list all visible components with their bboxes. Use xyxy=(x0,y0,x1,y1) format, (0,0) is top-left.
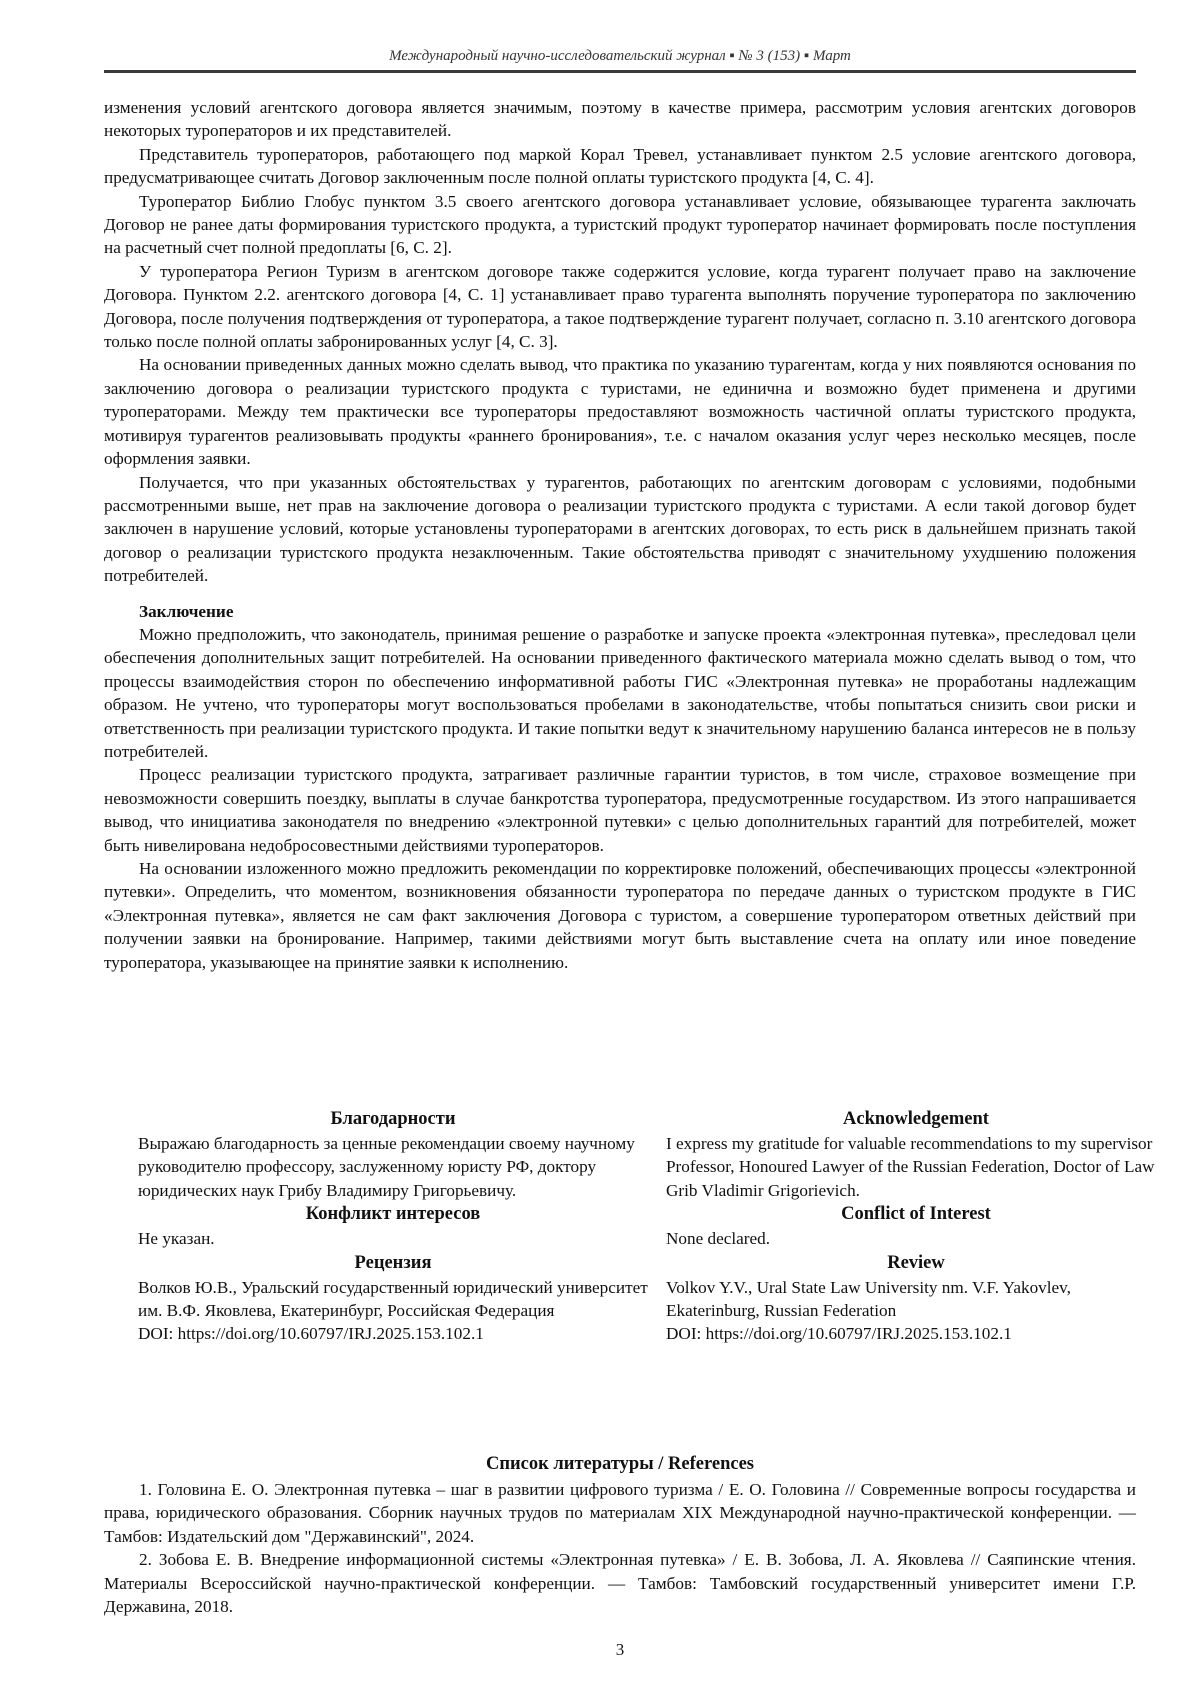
doi-ru[interactable]: DOI: https://doi.org/10.60797/IRJ.2025.153.102.1 xyxy=(138,1324,484,1344)
references-heading: Список литературы / References xyxy=(486,1454,754,1474)
body-paragraph: Туроператор Библио Глобус пунктом 3.5 своего агентского договора устанавливает условие, обязывающее турагента заключать Договор не ранее даты формирования туристского продукта, а туристский продукт туроператор начинает формировать после поступления на расчетный счет полной предоплаты [6, С. 2]. xyxy=(104,191,1136,258)
reference-item: 1. Головина Е. О. Электронная путевка – шаг в развитии цифрового туризма / Е. О. Головина // Современные вопросы государства и права, юридического образования. Сборник научных трудов по материалам XIX Международной научно-практической конференции. — Тамбов: Издательский дом "Державинский", 2024. xyxy=(104,1480,1136,1546)
conclusion-heading: Заключение xyxy=(139,601,234,621)
conclusion-paragraph: Можно предположить, что законодатель, принимая решение о разработке и запуске проекта «электронная путевка», преследовал цели обеспечения дополнительных защит потребителей. На основании приведенного фактического материала можно сделать вывод о том, что процессы взаимодействия сторон по обеспечению информативной работы ГИС «Электронная путевка» не проработаны надлежащим образом. Не учтено, что туроператоры могут воспользоваться пробелами в законодательстве, чтобы попытаться снизить свои риски и ответственность при реализации туристского продукта. И такие попытки ведут к значительному нарушению баланса интересов не в пользу потребителей. xyxy=(104,624,1136,761)
body-paragraph: На основании приведенных данных можно сделать вывод, что практика по указанию турагентам, когда у них появляются основания по заключению договора о реализации туристского продукта с туристами, не единична и возможно будет применена и другими туроператорами. Между тем практически все туроператоры предоставляют возможность частичной оплаты туристского продукта, мотивируя турагентов реализовывать продукты «раннего бронирования», т.е. с началом оказания услуг через несколько месяцев, после оформления заявки. xyxy=(104,355,1136,469)
acknowledgement-text-ru: Выражаю благодарность за ценные рекомендации своему научному руководителю профессору, заслуженному юристу РФ, доктору юридических наук Грибу Владимиру Григорьевичу. xyxy=(138,1134,635,1200)
acknowledgement-text-en: I express my gratitude for valuable recommendations to my supervisor Professor, Honoured Lawyer of the Russian Federation, Doctor of Law Grib Vladimir Grigorievich. xyxy=(666,1134,1155,1200)
acknowledgement-heading-en: Acknowledgement xyxy=(843,1109,989,1129)
conflict-heading-en: Conflict of Interest xyxy=(841,1204,991,1225)
acknowledgement-heading-ru: Благодарности xyxy=(330,1109,456,1129)
metadata-column-en xyxy=(666,1107,1166,1346)
conflict-heading-ru: Конфликт интересов xyxy=(305,1204,481,1225)
metadata-column-ru xyxy=(138,1107,648,1346)
header-rule xyxy=(104,70,1136,73)
body-paragraph: Получается, что при указанных обстоятельствах у турагентов, работающих по агентским договорам с условиями, подобными рассмотренными выше, нет прав на заключение договора о реализации туристского продукта с туристами. А если такой договор будет заключен в нарушение условий, которые установлены туроператорами в агентских договорах, то есть риск в дальнейшем признать такой договор о реализации туристского продукта незаключенным. Такие обстоятельства приводят с значительному ухудшению положения потребителей. xyxy=(104,472,1136,586)
body-paragraph: У туроператора Регион Туризм в агентском договоре также содержится условие, когда турагент получает право на заключение Договора. Пунктом 2.2. агентского договора [4, С. 1] устанавливает право турагента выполнять поручение туроператора по заключению Договора, после получения подтверждения от туроператора, а такое подтверждение турагент получает, согласно п. 3.10 агентского договора только после полной оплаты забронированных услуг [4, С. 3]. xyxy=(104,261,1136,352)
body-paragraph: Представитель туроператоров, работающего под маркой Корал Тревел, устанавливает пунктом 2.5 условие агентского договора, предусматривающее считать Договор заключенным после полной оплаты туристского продукта [4, С. 4]. xyxy=(104,144,1136,188)
conflict-text-en: None declared. xyxy=(666,1229,771,1249)
doi-en[interactable]: DOI: https://doi.org/10.60797/IRJ.2025.153.102.1 xyxy=(666,1324,1012,1344)
conclusion-paragraph: Процесс реализации туристского продукта, затрагивает различные гарантии туристов, в том числе, страховое возмещение при невозможности совершить поездку, выплаты в случае банкротства туроператора, предусмотренные государством. Из этого напрашивается вывод, что инициатива законодателя по внедрению «электронной путевки» с целью дополнительных гарантий для потребителей, может быть нивелирована недобросовестными действиями туроператоров. xyxy=(104,765,1136,855)
review-text-en: Volkov Y.V., Ural State Law University nm. V.F. Yakovlev, Ekaterinburg, Russian Federation xyxy=(666,1277,1071,1321)
review-heading-en: Review xyxy=(887,1252,945,1273)
running-head: Международный научно-исследовательский журнал ▪ № 3 (153) ▪ Март xyxy=(389,48,851,64)
conflict-text-ru: Не указан. xyxy=(138,1229,215,1249)
reference-item: 2. Зобова Е. В. Внедрение информационной системы «Электронная путевка» / Е. В. Зобова, Л. А. Яковлева // Саяпинские чтения. Материалы Всероссийской научно-практической конференции. — Тамбов: Тамбовский государственный университет имени Г.Р. Державина, 2018. xyxy=(104,1550,1136,1617)
references-section xyxy=(104,1452,1136,1618)
article-body xyxy=(104,96,1136,974)
review-heading-ru: Рецензия xyxy=(354,1252,432,1273)
conclusion-paragraph: На основании изложенного можно предложить рекомендации по корректировке положений, обеспечивающих процессы «электронной путевки». Определить, что моментом, возникновения обязанности туроператора по передаче данных о туристском продукте в ГИС «Электронная путевка», является не сам факт заключения Договора с туристом, а совершение туроператором ответных действий при получении заявки на бронирование. Например, такими действиями могут быть выставление счета на оплату или иное поведение туроператора, указывающее на принятие заявки к исполнению. xyxy=(104,859,1136,972)
body-paragraph: изменения условий агентского договора является значимым, поэтому в качестве примера, рассмотрим условия агентских договоров некоторых туроператоров и их представителей. xyxy=(104,98,1136,141)
page-number: 3 xyxy=(615,1640,625,1659)
review-text-ru: Волков Ю.В., Уральский государственный юридический университет им. В.Ф. Яковлева, Екатеринбург, Российская Федерация xyxy=(138,1277,648,1321)
